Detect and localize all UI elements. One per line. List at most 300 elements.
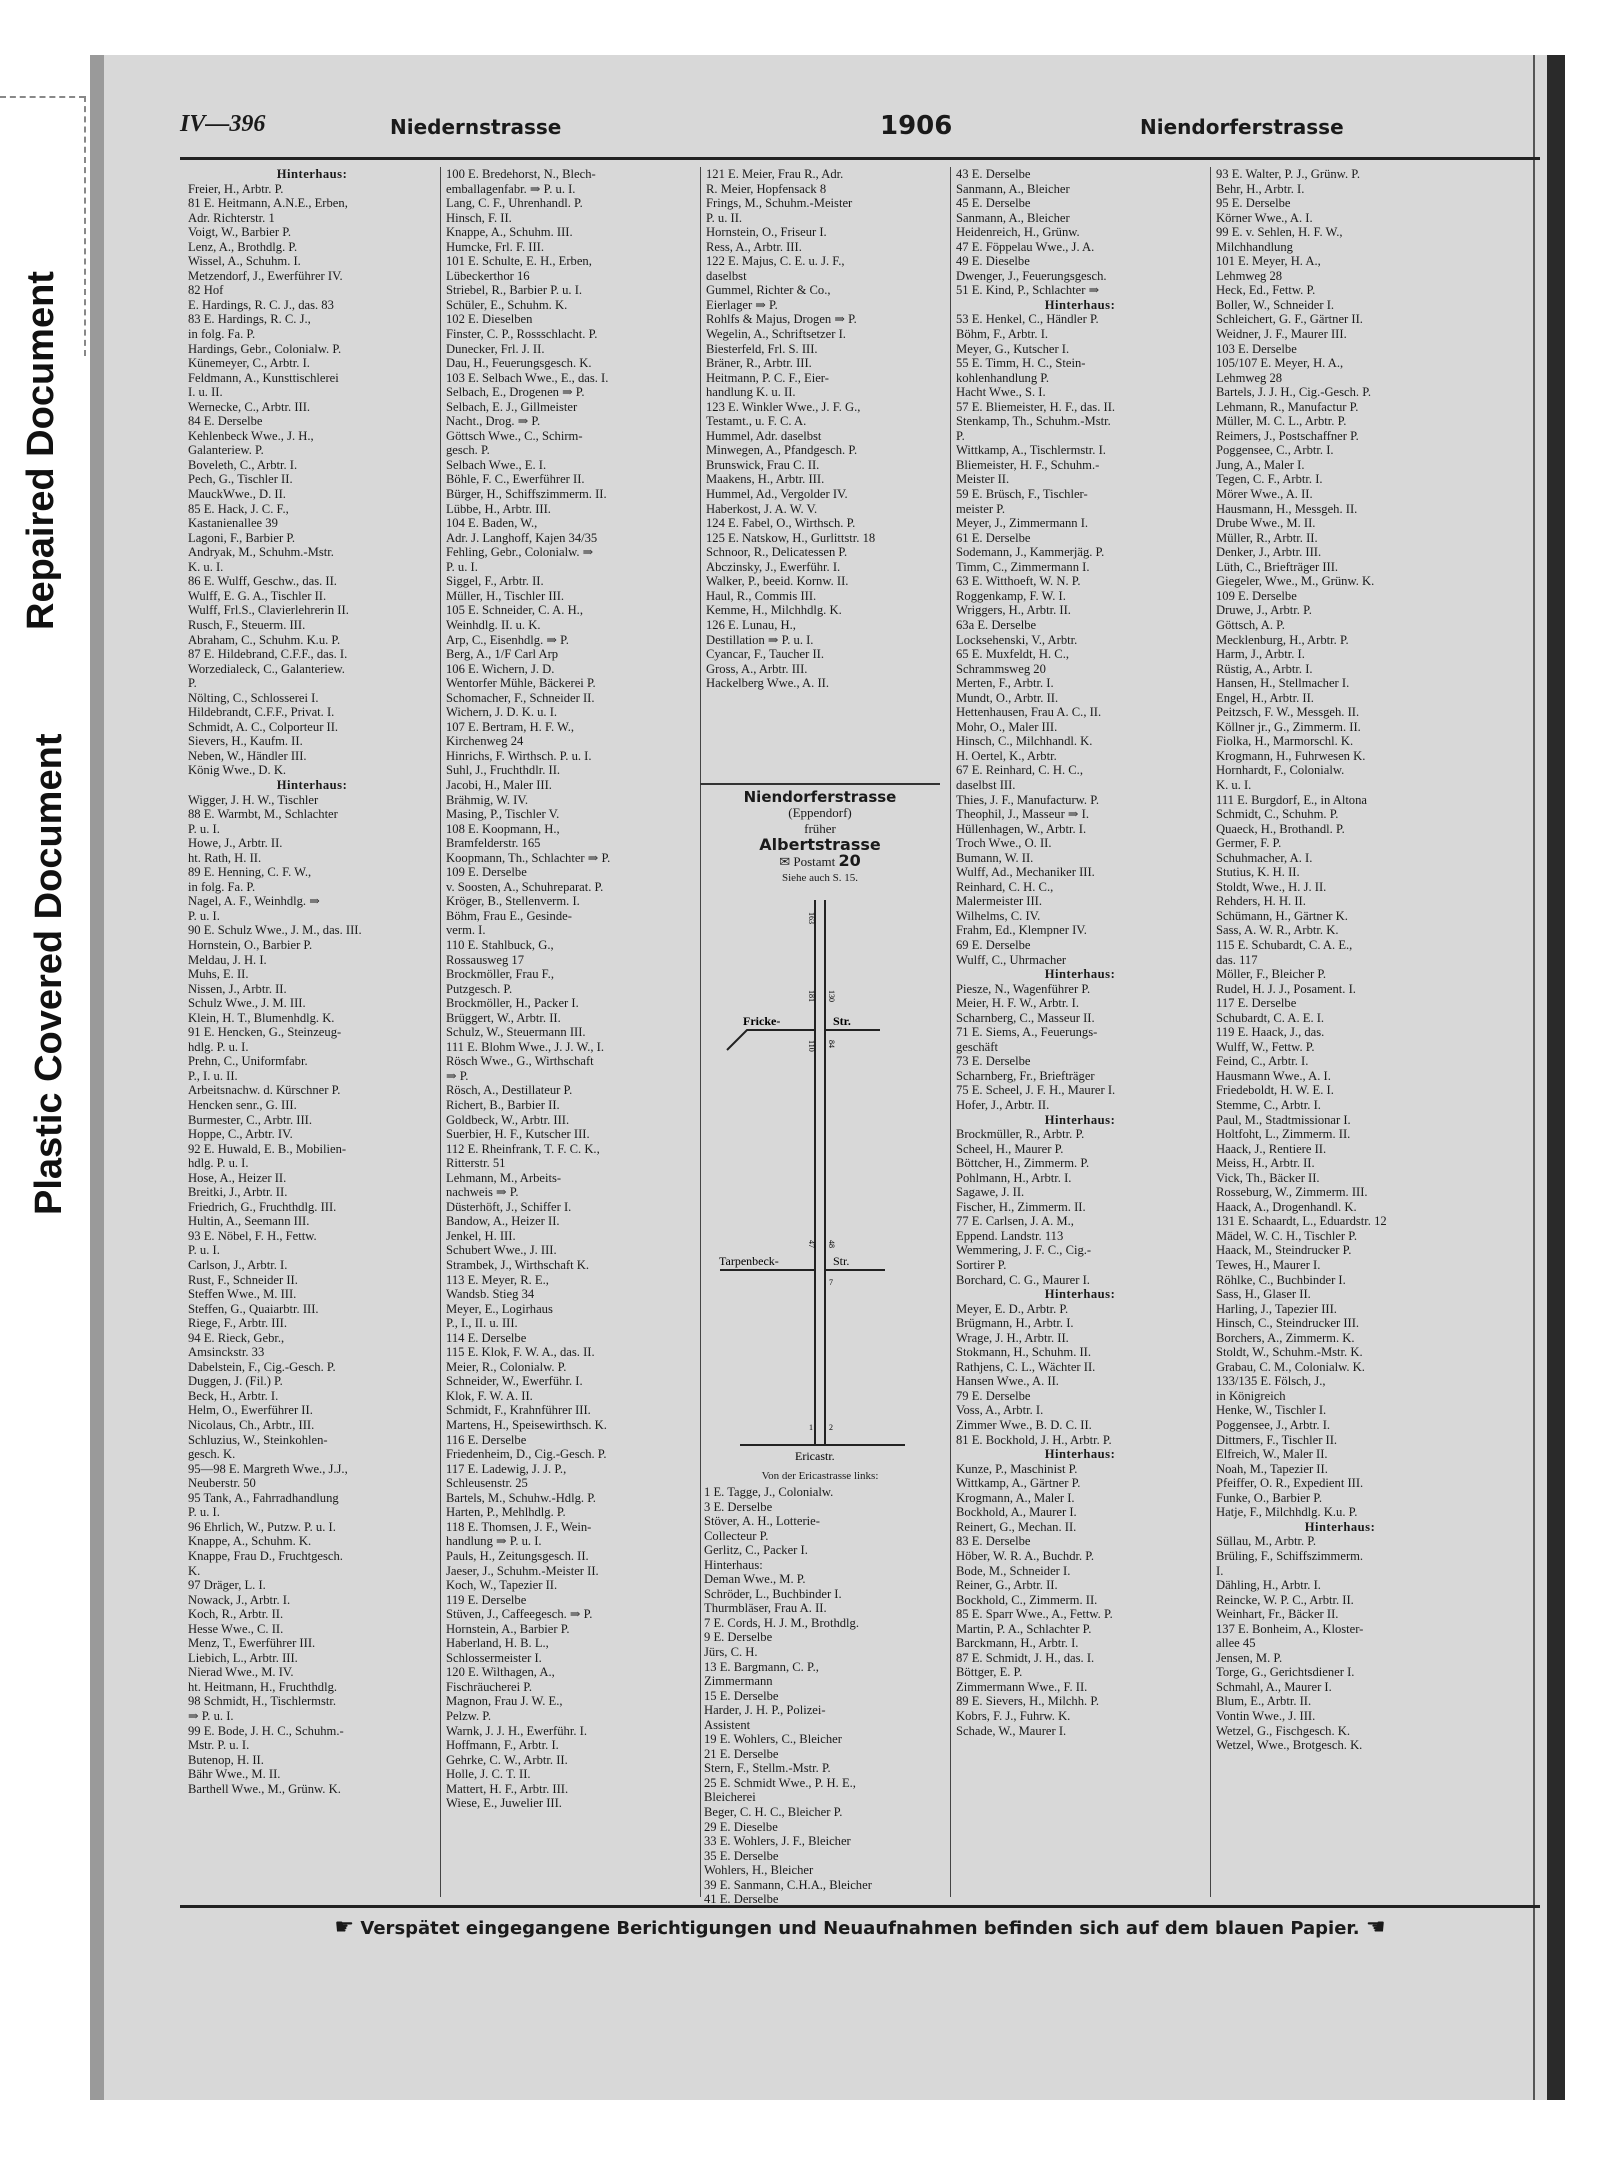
directory-entry: Zimmer Wwe., B. D. C. II. [956, 1418, 1092, 1433]
directory-entry: 92 E. Huwald, E. B., Mobilien- [188, 1141, 347, 1156]
directory-entry: P. u. I. [188, 1505, 220, 1520]
directory-entry: 137 E. Bonheim, A., Kloster- [1216, 1621, 1364, 1636]
directory-entry: 19 E. Wohlers, C., Bleicher [704, 1732, 842, 1747]
directory-entry: Wittkamp, A., Gärtner P. [956, 1476, 1081, 1491]
directory-entry: ht. Heitmann, H., Fruchthdlg. [188, 1679, 338, 1694]
directory-entry: P. u. I. [446, 559, 478, 574]
directory-entry: 81 E. Heitmann, A.N.E., Erben, [188, 196, 348, 211]
directory-entry: Brügmann, H., Arbtr. I. [956, 1316, 1074, 1331]
directory-entry: Wulff, Frl.S., Clavierlehrerin II. [188, 603, 349, 618]
directory-entry: 102 E. Dieselben [446, 312, 533, 327]
directory-entry: Meiss, H., Arbtr. II. [1216, 1156, 1315, 1171]
footer-note [190, 1915, 1530, 1940]
directory-entry: Ritterstr. 51 [446, 1156, 506, 1171]
directory-entry: Duggen, J. (Fil.) P. [188, 1374, 283, 1389]
directory-entry: Reinhard, C. H. C., [956, 879, 1054, 894]
directory-entry: Sass, A. W. R., Arbtr. K. [1216, 923, 1339, 938]
directory-entry: Möller, F., Bleicher P. [1216, 967, 1327, 982]
directory-entry: 67 E. Reinhard, C. H. C., [956, 763, 1083, 778]
directory-entry: 95 Tank, A., Fahrradhandlung [188, 1490, 339, 1505]
directory-entry: P. u. I. [188, 908, 220, 923]
directory-entry: Haack, A., Drogenhandl. K. [1216, 1199, 1357, 1214]
directory-entry: Wittkamp, A., Tischlermstr. I. [956, 443, 1106, 458]
directory-entry: 109 E. Derselbe [446, 865, 527, 880]
directory-entry: Behr, H., Arbtr. I. [1216, 181, 1305, 196]
directory-entry: Engel, H., Arbtr. II. [1216, 690, 1314, 705]
directory-entry: Hinterhaus: [1044, 1287, 1116, 1302]
plastic-covered-label: Plastic Covered Document [28, 733, 70, 1215]
directory-entry: Weinhart, Fr., Bäcker II. [1216, 1607, 1339, 1622]
directory-entry: Meyer, E. D., Arbtr. P. [956, 1301, 1069, 1316]
directory-entry: Butenop, H. II. [188, 1752, 264, 1767]
directory-entry: 69 E. Derselbe [956, 937, 1031, 952]
directory-entry: Kobrs, F. J., Fuhrw. K. [956, 1708, 1071, 1723]
directory-entry: 99 E. Bode, J. H. C., Schuhm.- [188, 1723, 344, 1738]
directory-entry: Bockhold, C., Zimmerm. II. [956, 1592, 1098, 1607]
directory-entry: Brockmöller, Frau F., [446, 967, 554, 982]
map-label-erica: Ericastr. [795, 1449, 835, 1460]
directory-entry: Schluzius, W., Steinkohlen- [188, 1432, 328, 1447]
directory-entry: Holle, J. C. T. II. [446, 1767, 531, 1782]
directory-entry: Barthell Wwe., M., Grünw. K. [188, 1781, 341, 1796]
directory-entry: Roggenkamp, F. W. I. [956, 588, 1066, 603]
directory-entry: 81 E. Bockhold, J. H., Arbtr. P. [956, 1432, 1112, 1447]
directory-entry: Pech, G., Tischler II. [188, 472, 293, 487]
column-1 [188, 167, 436, 1897]
directory-entry: Hinsch, C., Milchhandl. K. [956, 734, 1093, 749]
directory-entry: Maakens, H., Arbtr. III. [706, 472, 825, 487]
directory-entry: Friedeboldt, H. W. E. I. [1216, 1083, 1334, 1098]
directory-entry: Dunecker, Frl. J. II. [446, 341, 545, 356]
directory-entry: 113 E. Meyer, R. E., [446, 1272, 549, 1287]
directory-entry: 7 E. Cords, H. J. M., Brothdlg. [704, 1615, 859, 1630]
directory-entry: Meier, H. F. W., Arbtr. I. [956, 996, 1080, 1011]
directory-entry: Abczinsky, J., Ewerführ. I. [706, 559, 841, 574]
directory-entry: Meyer, E., Logirhaus [446, 1301, 553, 1316]
directory-entry: Suerbier, H. F., Kutscher III. [446, 1127, 590, 1142]
directory-entry: 98 Schmidt, H., Tischlermstr. [188, 1694, 336, 1709]
directory-entry: Knappe, A., Schuhm. III. [446, 225, 573, 240]
directory-entry: Schrammsweg 20 [956, 661, 1046, 676]
directory-entry: Wernecke, C., Arbtr. III. [188, 399, 311, 414]
directory-entry: Humcke, Frl. F. III. [446, 239, 544, 254]
directory-entry: Siggel, F., Arbtr. II. [446, 574, 544, 589]
directory-entry: ⇒ P. [446, 1068, 469, 1083]
directory-entry: Andryak, M., Schuhm.-Mstr. [188, 545, 334, 560]
directory-entry: Schröder, L., Buchbinder I. [704, 1586, 842, 1601]
directory-entry: Feldmann, A., Kunsttischlerei [188, 370, 339, 385]
directory-entry: Rust, F., Schneider II. [188, 1272, 298, 1287]
directory-entry: Hausmann Wwe., A. I. [1216, 1068, 1331, 1083]
directory-entry: Mundt, O., Arbtr. II. [956, 690, 1059, 705]
column-divider [950, 167, 951, 1897]
directory-entry: Dau, H., Feuerungsgesch. K. [446, 356, 592, 371]
directory-entry: Hesse Wwe., C. II. [188, 1621, 284, 1636]
directory-entry: 71 E. Siems, A., Feuerungs- [956, 1025, 1098, 1040]
directory-entry: Lübbe, H., Arbtr. III. [446, 501, 551, 516]
directory-entry: Hinterhaus: [1044, 967, 1116, 982]
directory-entry: Timm, C., Zimmermann I. [956, 559, 1090, 574]
directory-entry: 35 E. Derselbe [704, 1848, 779, 1863]
directory-entry: Nölting, C., Schlosserei I. [188, 690, 319, 705]
directory-entry: Poggensee, C., Arbtr. I. [1216, 443, 1334, 458]
directory-entry: Peitzsch, F. W., Messgeh. II. [1216, 705, 1360, 720]
directory-entry: 87 E. Schmidt, J. H., das. I. [956, 1650, 1095, 1665]
directory-entry: Reincke, W. P. C., Arbtr. II. [1216, 1592, 1354, 1607]
directory-entry: Wandsb. Stieg 34 [446, 1287, 535, 1302]
directory-entry: Hofer, J., Arbtr. II. [956, 1098, 1050, 1112]
dashed-guide-top [0, 96, 85, 98]
directory-entry: in folg. Fa. P. [188, 327, 256, 342]
directory-entry: Hüllenhagen, W., Arbtr. I. [956, 821, 1087, 836]
directory-entry: Rathjens, C. L., Wächter II. [956, 1359, 1096, 1374]
directory-entry: 21 E. Derselbe [704, 1746, 779, 1761]
directory-entry: Schomacher, F., Schneider II. [446, 690, 595, 705]
directory-entry: Wentorfer Mühle, Bäckerei P. [446, 676, 596, 691]
directory-entry: Harling, J., Tapezier III. [1216, 1301, 1337, 1316]
footer-rule [180, 1905, 1540, 1908]
directory-entry: Kemme, H., Milchhdlg. K. [706, 603, 842, 618]
directory-entry: Minwegen, A., Pfandgesch. P. [706, 443, 858, 458]
directory-entry: allee 45 [1216, 1636, 1256, 1651]
directory-entry: Nagel, A. F., Weinhdlg. ⇒ [188, 894, 320, 909]
directory-entry: 103 E. Selbach Wwe., E., das. I. [446, 370, 609, 385]
directory-entry: Bartels, J. J. H., Cig.-Gesch. P. [1216, 385, 1371, 400]
directory-entry: Hencken senr., G. III. [188, 1098, 297, 1112]
directory-entry: 75 E. Scheel, J. F. H., Maurer I. [956, 1083, 1116, 1098]
directory-entry: in folg. Fa. P. [188, 879, 256, 894]
dashed-guide-left [84, 96, 86, 356]
directory-entry: Goldbeck, W., Arbtr. III. [446, 1112, 570, 1127]
directory-entry: Stenkamp, Th., Schuhm.-Mstr. [956, 414, 1111, 429]
map-fricke-str-line [727, 1030, 815, 1050]
directory-entry: E. Hardings, R. C. J., das. 83 [188, 297, 334, 312]
directory-entry: Menz, T., Ewerführer III. [188, 1636, 316, 1651]
directory-entry: Tegen, C. F., Arbtr. I. [1216, 472, 1323, 487]
directory-entry: Wilhelms, C. IV. [956, 908, 1041, 923]
directory-entry: Krogmann, H., Fuhrwesen K. [1216, 748, 1366, 763]
directory-entry: Beger, C. H. C., Bleicher P. [704, 1805, 843, 1820]
directory-entry: Harten, P., Mehlhdlg. P. [446, 1505, 566, 1520]
directory-entry: Göttsch Wwe., C., Schirm- [446, 428, 583, 443]
directory-entry: Wulff, Ad., Mechaniker III. [956, 865, 1095, 880]
directory-entry: 95 E. Derselbe [1216, 196, 1291, 211]
directory-entry: Fiolka, H., Marmorschl. K. [1216, 734, 1354, 749]
map-label-tarpenbeck: Tarpenbeck- [719, 1254, 779, 1268]
directory-entry: Prehn, C., Uniformfabr. [188, 1054, 308, 1069]
header-year: 1906 [880, 111, 953, 141]
directory-entry: Germer, F. P. [1216, 836, 1282, 851]
directory-entry: 108 E. Koopmann, H., [446, 821, 560, 836]
directory-entry: Müller, R., Arbtr. II. [1216, 530, 1318, 545]
street-box-old-name: Albertstrasse [759, 835, 881, 854]
directory-entry: Testamt., u. F. C. A. [706, 414, 807, 429]
directory-entry: 51 E. Kind, P., Schlachter ⇒ [956, 283, 1100, 298]
directory-entry: 109 E. Derselbe [1216, 588, 1297, 603]
directory-entry: Masing, P., Tischler V. [446, 807, 560, 822]
directory-entry: verm. I. [446, 923, 486, 938]
directory-entry: Weinhdlg. II. u. K. [446, 617, 541, 632]
directory-entry: Hildebrandt, C.F.F., Privat. I. [188, 705, 335, 720]
directory-entry: 122 E. Majus, C. E. u. J. F., [706, 254, 845, 269]
header-street-left: Niedernstrasse [390, 115, 562, 139]
directory-entry: Meister II. [956, 472, 1010, 487]
directory-entry: Mecklenburg, H., Arbtr. P. [1216, 632, 1349, 647]
directory-entry: König Wwe., D. K. [188, 763, 287, 778]
directory-entry: 47 E. Föppelau Wwe., J. A. [956, 239, 1095, 254]
directory-entry: Druwe, J., Arbtr. P. [1216, 603, 1312, 618]
directory-entry: Hinsch, F. II. [446, 210, 512, 225]
directory-entry: Suhl, J., Fruchthdlr. II. [446, 763, 561, 778]
directory-entry: 126 E. Lunau, H., [706, 617, 796, 632]
directory-entry: Schade, W., Maurer I. [956, 1723, 1067, 1738]
directory-entry: Nierad Wwe., M. IV. [188, 1665, 294, 1680]
directory-entry: Klein, H. T., Blumenhdlg. K. [188, 1010, 335, 1025]
map-house-number: 48 [827, 1240, 836, 1248]
directory-entry: Stern, F., Stellm.-Mstr. P. [704, 1761, 831, 1776]
directory-entry: 104 E. Baden, W., [446, 516, 538, 531]
directory-entry: Böhle, F. C., Ewerführer II. [446, 472, 585, 487]
directory-entry: I. u. II. [188, 385, 223, 400]
directory-entry: Galanteriew. P. [188, 443, 264, 458]
directory-entry: Hinsch, C., Steindrucker III. [1216, 1316, 1360, 1331]
directory-entry: 117 E. Derselbe [1216, 996, 1297, 1011]
directory-entry: Bähr Wwe., M. II. [188, 1767, 281, 1782]
directory-entry: Sanmann, A., Bleicher [956, 181, 1070, 196]
directory-entry: Adr. Richterstr. 1 [188, 210, 275, 225]
directory-entry: 63 E. Witthoeft, W. N. P. [956, 574, 1081, 589]
directory-entry: 93 E. Nöbel, F. H., Fettw. [188, 1228, 317, 1243]
directory-entry: Boveleth, C., Arbtr. I. [188, 457, 298, 472]
directory-entry: K. u. I. [1216, 777, 1252, 792]
directory-entry: 119 E. Haack, J., das. [1216, 1025, 1325, 1040]
directory-entry: 105/107 E. Meyer, H. A., [1216, 356, 1344, 371]
directory-entry: Hinrichs, F. Wirthsch. P. u. I. [446, 748, 592, 763]
directory-entry: Böhm, F., Arbtr. I. [956, 327, 1049, 342]
directory-entry: Rosseburg, W., Zimmerm. III. [1216, 1185, 1368, 1200]
directory-entry: Tewes, H., Maurer I. [1216, 1258, 1321, 1273]
map-house-number: 2 [829, 1423, 833, 1432]
directory-entry: Bartels, M., Schuhw.-Hdlg. P. [446, 1490, 596, 1505]
directory-entry: Lehmann, R., Manufactur P. [1216, 399, 1359, 414]
directory-entry: meister P. [956, 501, 1005, 516]
street-box-see-also: Siehe auch S. 15. [781, 872, 859, 884]
directory-entry: Künemeyer, C., Arbtr. I. [188, 356, 310, 371]
directory-entry: Torge, G., Gerichtsdiener I. [1216, 1665, 1355, 1680]
directory-entry: v. Soosten, A., Schuhreparat. P. [446, 879, 604, 894]
directory-entry: Sievers, H., Kaufm. II. [188, 734, 303, 749]
directory-entry: Haack, J., Rentiere II. [1216, 1141, 1327, 1156]
page-edge [1547, 55, 1565, 2100]
directory-entry: Poggensee, J., Arbtr. I. [1216, 1418, 1331, 1433]
directory-entry: Paul, M., Stadtmissionar I. [1216, 1112, 1351, 1127]
directory-entry: 57 E. Bliemeister, H. F., das. II. [956, 399, 1116, 414]
directory-entry: Noah, M., Tapezier II. [1216, 1461, 1328, 1476]
directory-entry: Henke, W., Tischler I. [1216, 1403, 1327, 1418]
directory-entry: Eppend. Landstr. 113 [956, 1228, 1064, 1243]
directory-entry: Malermeister III. [956, 894, 1043, 909]
directory-entry: Vontin Wwe., J. III. [1216, 1708, 1316, 1723]
map-house-number: 84 [827, 1040, 836, 1048]
directory-entry: das. 117 [1216, 952, 1258, 967]
directory-entry: Hinterhaus: [1044, 297, 1116, 312]
directory-entry: Bandow, A., Heizer II. [446, 1214, 560, 1229]
directory-entry: Böhm, Frau E., Gesinde- [446, 908, 572, 923]
directory-entry: Bräner, R., Arbtr. III. [706, 356, 812, 371]
page-number: IV—396 [180, 111, 266, 137]
directory-entry: Blum, E., Arbtr. II. [1216, 1694, 1312, 1709]
street-map [705, 900, 935, 1460]
directory-entry: Steffen Wwe., M. III. [188, 1287, 297, 1302]
directory-entry: Sagawe, J. II. [956, 1185, 1025, 1200]
directory-entry: 15 E. Derselbe [704, 1688, 779, 1703]
directory-entry: Selbach, E., Drogenen ⇒ P. [446, 385, 585, 400]
directory-entry: 119 E. Derselbe [446, 1592, 527, 1607]
directory-entry: kohlenhandlung P. [956, 370, 1050, 385]
directory-entry: Arbeitsnachw. d. Kürschner P. [188, 1083, 341, 1098]
directory-entry: Wrage, J. H., Arbtr. II. [956, 1330, 1069, 1345]
directory-entry: 111 E. Blohm Wwe., J. J. W., I. [446, 1039, 605, 1054]
directory-entry: Jürs, C. H. [704, 1645, 758, 1660]
directory-entry: 84 E. Derselbe [188, 414, 263, 429]
column-5 [1216, 167, 1464, 1897]
directory-entry: Wissel, A., Schuhm. I. [188, 254, 301, 269]
directory-entry: Knappe, Frau D., Fruchtgesch. [188, 1548, 343, 1563]
directory-entry: Barckmann, H., Arbtr. I. [956, 1636, 1079, 1651]
directory-entry: Stüven, J., Caffeegesch. ⇒ P. [446, 1607, 593, 1622]
directory-entry: 63a E. Derselbe [956, 617, 1037, 632]
directory-entry: Friedrich, G., Fruchthdlg. III. [188, 1199, 337, 1214]
directory-entry: 3 E. Derselbe [704, 1499, 773, 1514]
directory-entry: Lehmweg 28 [1216, 370, 1283, 385]
directory-entry: Röhlke, C., Buchbinder I. [1216, 1272, 1346, 1287]
directory-entry: 73 E. Derselbe [956, 1054, 1031, 1069]
directory-entry: Stoldt, Wwe., H. J. II. [1216, 879, 1327, 894]
directory-entry: Schnoor, R., Delicatessen P. [706, 545, 848, 560]
directory-entry: 49 E. Dieselbe [956, 254, 1030, 269]
map-house-number: 163 [807, 912, 816, 924]
directory-entry: Körner Wwe., A. I. [1216, 210, 1313, 225]
street-box-district: (Eppendorf) [788, 805, 852, 820]
directory-entry: ⇒ P. u. I. [188, 1708, 234, 1723]
directory-entry: Schleusenstr. 25 [446, 1476, 528, 1491]
directory-entry: hdlg. P. u. I. [188, 1039, 249, 1054]
directory-entry: Dähling, H., Arbtr. I. [1216, 1578, 1321, 1593]
directory-entry: Lehmweg 28 [1216, 268, 1283, 283]
directory-entry: Steffen, G., Quaiarbtr. III. [188, 1301, 319, 1316]
directory-entry: 61 E. Derselbe [956, 530, 1031, 545]
directory-entry: Martin, P. A., Schlachter P. [956, 1621, 1092, 1636]
directory-entry: Pelzw. P. [446, 1708, 492, 1723]
directory-entry: Putzgesch. P. [446, 981, 513, 996]
directory-entry: Boller, W., Schneider I. [1216, 297, 1335, 312]
directory-entry: Haack, M., Steindrucker P. [1216, 1243, 1352, 1258]
directory-entry: 97 Dräger, L. I. [188, 1578, 266, 1593]
directory-entry: Martens, H., Speisewirthsch. K. [446, 1418, 607, 1433]
repaired-document-label: Repaired Document [20, 271, 62, 630]
directory-entry: 116 E. Derselbe [446, 1432, 527, 1447]
directory-entry: Jenkel, H. III. [446, 1228, 516, 1243]
directory-entry: Rossausweg 17 [446, 952, 525, 967]
directory-entry: Brunswick, Frau C. II. [706, 457, 820, 472]
directory-entry: Voss, A., Arbtr. I. [956, 1403, 1044, 1418]
directory-entry: Fischräucherei P. [446, 1679, 533, 1694]
directory-entry: Bode, M., Schneider I. [956, 1563, 1071, 1578]
directory-entry: Kehlenbeck Wwe., J. H., [188, 428, 314, 443]
directory-entry: Mädel, W. C. H., Tischler P. [1216, 1228, 1358, 1243]
pointing-hand-left-icon: ☚ [1365, 1915, 1386, 1940]
map-house-number: 1 [809, 1423, 813, 1432]
directory-entry: P. u. II. [706, 210, 743, 225]
directory-entry: Stutius, K. H. II. [1216, 865, 1300, 880]
directory-entry: Pauls, H., Zeitungsgesch. II. [446, 1548, 589, 1563]
street-box-postamt [700, 853, 940, 870]
directory-entry: Walker, P., beeid. Kornw. II. [706, 574, 849, 589]
directory-entry: P., I. u. II. [188, 1068, 238, 1083]
directory-entry: Meyer, J., Zimmermann I. [956, 516, 1089, 531]
side-labels [0, 0, 90, 2177]
directory-entry: Pfeiffer, O. R., Expedient III. [1216, 1476, 1364, 1491]
directory-entry: Düsterhöft, J., Schiffer I. [446, 1199, 572, 1214]
directory-entry: Rudel, H. J. J., Posament. I. [1216, 981, 1356, 996]
directory-entry: Nacht., Drog. ⇒ P. [446, 414, 541, 429]
directory-entry: Dittmers, F., Tischler II. [1216, 1432, 1338, 1447]
directory-entry: in Königreich [1216, 1388, 1286, 1403]
directory-entry: 89 E. Henning, C. F. W., [188, 865, 312, 880]
directory-entry: 55 E. Timm, H. C., Stein- [956, 356, 1086, 371]
directory-entry: Holtfoht, L., Zimmerm. II. [1216, 1127, 1351, 1142]
directory-entry: Neben, W., Händler III. [188, 748, 307, 763]
directory-entry: 13 E. Bargmann, C. P., [704, 1659, 819, 1674]
directory-entry: Magnon, Frau J. W. E., [446, 1694, 563, 1709]
map-label-tarpenbeck-str: Str. [833, 1254, 850, 1268]
directory-entry: Liebich, L., Arbtr. III. [188, 1650, 298, 1665]
directory-entry: Hinterhaus: [1304, 1519, 1376, 1534]
directory-entry: Frahm, Ed., Klempner IV. [956, 923, 1087, 938]
directory-entry: Meyer, G., Kutscher I. [956, 341, 1070, 356]
directory-entry: Bockhold, A., Maurer I. [956, 1505, 1077, 1520]
directory-entry: Rehders, H. H. II. [1216, 894, 1306, 909]
directory-entry: Schmidt, A. C., Colporteur II. [188, 719, 339, 734]
directory-entry: Lübeckerthor 16 [446, 268, 530, 283]
directory-entry: Troch Wwe., O. II. [956, 836, 1052, 851]
directory-entry: Reimers, J., Postschaffner P. [1216, 428, 1359, 443]
directory-entry: Deman Wwe., M. P. [704, 1572, 806, 1587]
directory-entry: 131 E. Schaardt, L., Eduardstr. 12 [1216, 1214, 1387, 1229]
directory-entry: Lang, C. F., Uhrenhandl. P. [446, 196, 583, 211]
directory-entry: Schubardt, C. A. E. I. [1216, 1010, 1325, 1025]
directory-entry: 106 E. Wichern, J. D. [446, 661, 555, 676]
directory-entry: Arp, C., Eisenhdlg. ⇒ P. [446, 632, 569, 647]
directory-entry: 93 E. Walter, P. J., Grünw. P. [1216, 167, 1361, 181]
directory-entry: Hinterhaus: [1044, 1112, 1116, 1127]
directory-entry: Helm, O., Ewerführer II. [188, 1403, 313, 1418]
directory-entry: 120 E. Wilthagen, A., [446, 1665, 555, 1680]
directory-entry: Bürger, H., Schiffszimmerm. II. [446, 487, 607, 502]
directory-entry: Denker, J., Arbtr. III. [1216, 545, 1322, 560]
directory-entry: 41 E. Derselbe [704, 1892, 779, 1907]
directory-entry: 103 E. Derselbe [1216, 341, 1297, 356]
directory-entry: Scharnberg, Fr., Briefträger [956, 1068, 1095, 1083]
column-3-lower [704, 1485, 944, 1907]
directory-entry: Hinterhaus: [276, 777, 348, 792]
directory-entry: Hose, A., Heizer II. [188, 1170, 287, 1185]
directory-entry: 85 E. Hack, J. C. F., [188, 501, 289, 516]
directory-entry: Sortirer P. [956, 1258, 1007, 1273]
directory-entry: 117 E. Ladewig, J. J. P., [446, 1461, 567, 1476]
directory-entry: Hacht Wwe., S. I. [956, 385, 1046, 400]
directory-entry: Lenz, A., Brothdlg. P. [188, 239, 298, 254]
